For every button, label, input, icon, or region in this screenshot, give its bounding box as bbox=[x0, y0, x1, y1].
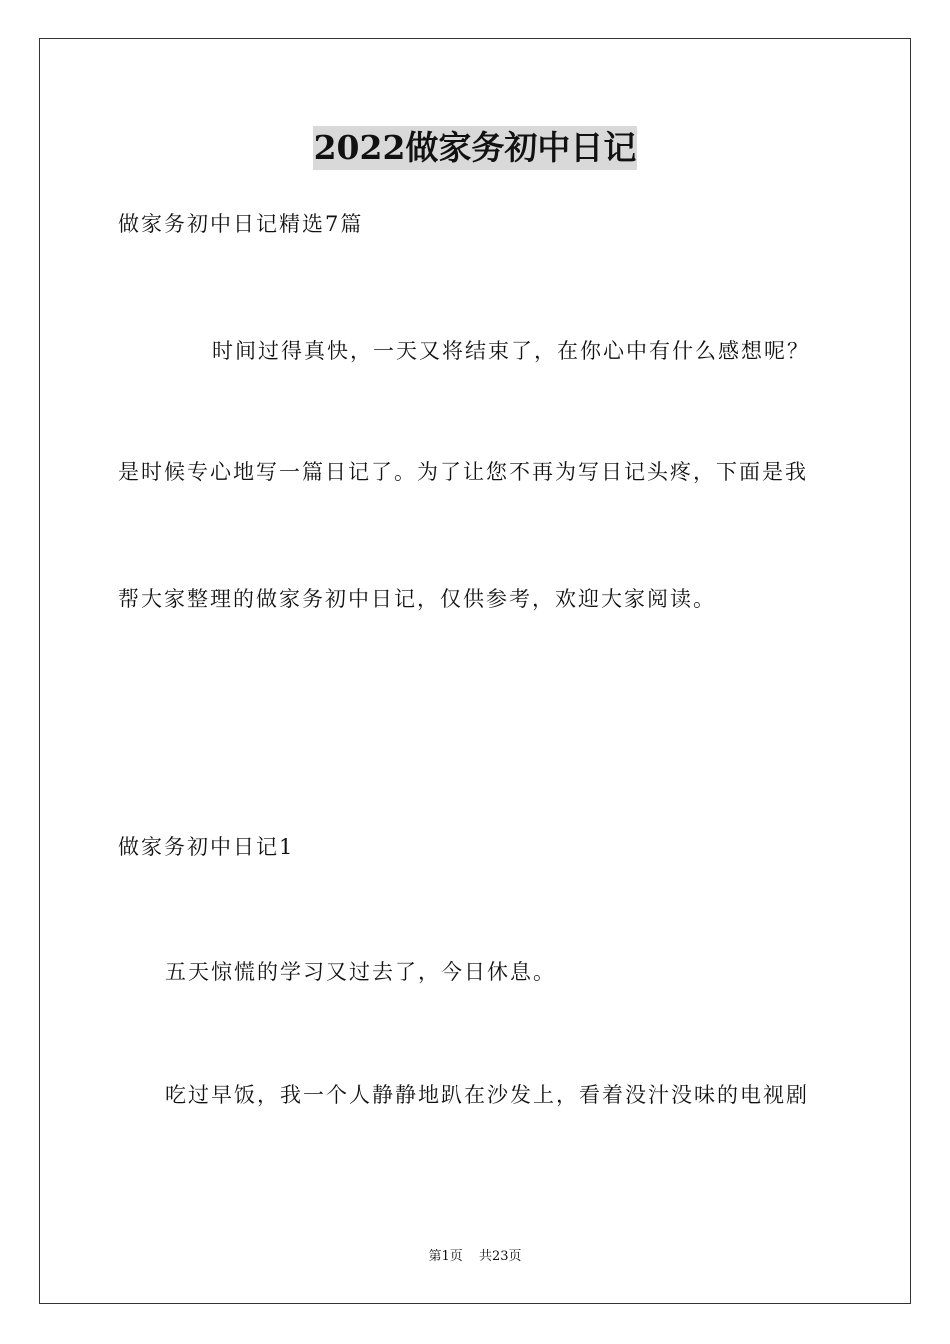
page-footer bbox=[0, 1248, 950, 1266]
paragraph-line-4: 五天惊慌的学习又过去了，今日休息。 bbox=[165, 960, 556, 984]
title-container bbox=[0, 126, 950, 170]
paragraph-line-3: 帮大家整理的做家务初中日记，仅供参考，欢迎大家阅读。 bbox=[118, 587, 716, 611]
section-heading: 做家务初中日记1 bbox=[118, 835, 295, 859]
page-total: 共23页 bbox=[478, 1249, 522, 1264]
paragraph-line-1: 时间过得真快，一天又将结束了，在你心中有什么感想呢？ bbox=[212, 339, 810, 363]
subtitle-line: 做家务初中日记精选7篇 bbox=[118, 212, 364, 236]
paragraph-line-2: 是时候专心地写一篇日记了。为了让您不再为写日记头疼，下面是我 bbox=[118, 460, 808, 484]
page-number: 第1页 bbox=[428, 1249, 463, 1264]
paragraph-line-5: 吃过早饭，我一个人静静地趴在沙发上，看着没汁没味的电视剧 bbox=[165, 1083, 809, 1107]
document-title: 2022做家务初中日记 bbox=[313, 126, 638, 170]
